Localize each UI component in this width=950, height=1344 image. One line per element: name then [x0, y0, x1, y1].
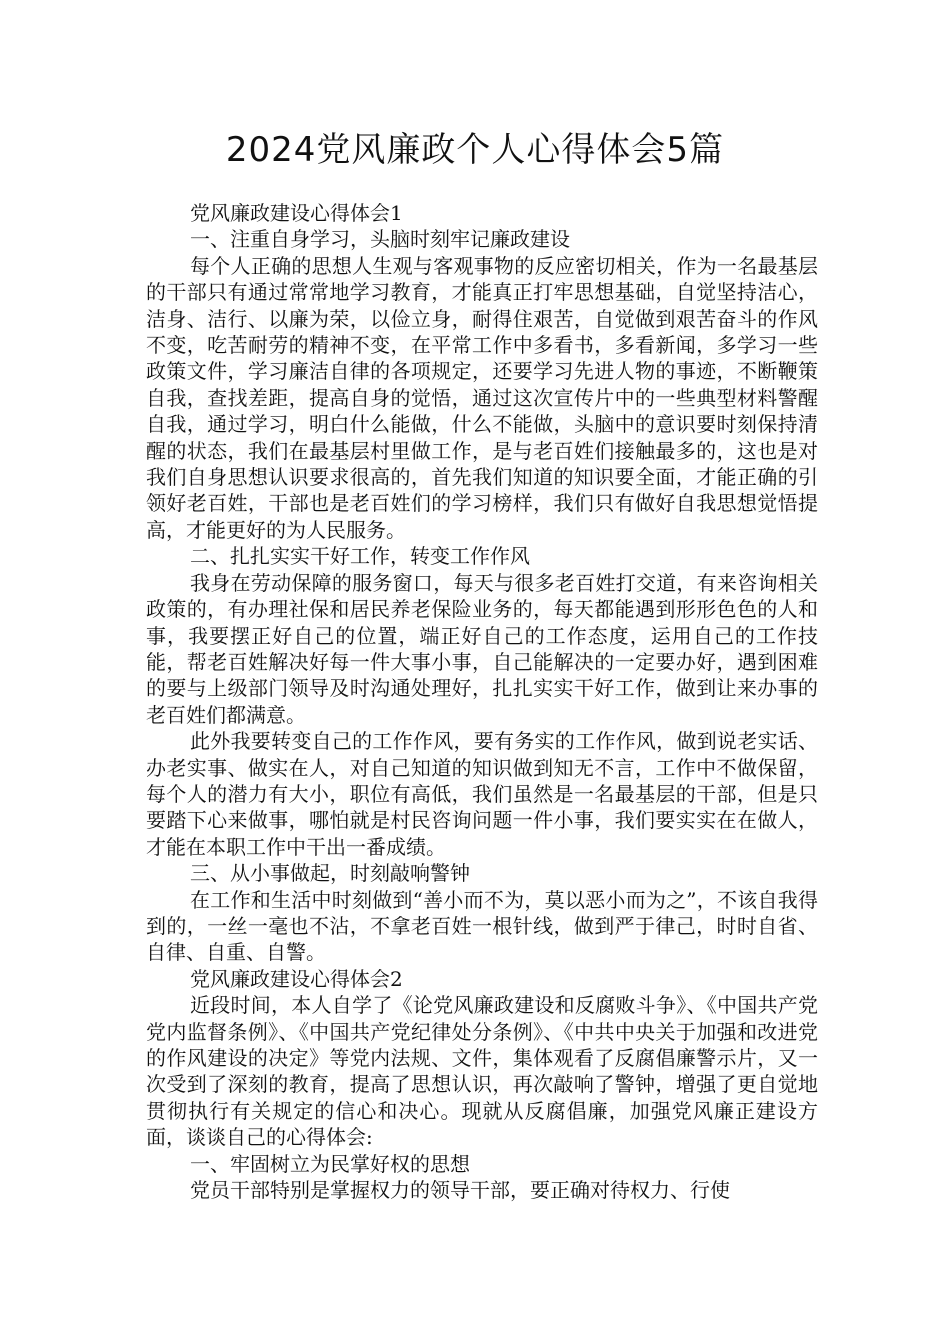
body-paragraph: 党员干部特别是掌握权力的领导干部，要正确对待权力、行使 [190, 1178, 730, 1203]
body-paragraph: 每个人正确的思想人生观与客观事物的反应密切相关，作为一名最基层的干部只有通过常常地学习教育，才能真正打牢思想基础，自觉坚持洁心，洁身、洁行、以廉为荣，以俭立身，耐得住艰苦，自觉做到艰苦奋斗的作风不变，吃苦耐劳的精神不变，在平常工作中多看书，多看新闻，多学习一些政策文件，学习廉洁自律的各项规定，还要学习先进人物的事迹，不断鞭策自我，查找差距，提高自身的觉悟，通过这次宣传片中的一些典型材料警醒自我，通过学习，明白什么能做，什么不能做，头脑中的意识要时刻保持清醒的状态，我们在最基层村里做工作，是与老百姓们接触最多的，这也是对我们自身思想认识要求很高的，首先我们知道的知识要全面，才能正确的引领好老百姓，干部也是老百姓们的学习榜样，我们只有做好自我思想觉悟提高，才能更好的为人民服务。 [146, 253, 818, 542]
document-title: 2024党风廉政个人心得体会5篇 [225, 130, 725, 170]
subsection-heading: 二、扎扎实实干好工作，转变工作作风 [190, 544, 530, 569]
body-paragraph: 近段时间，本人自学了《论党风廉政建设和反腐败斗争》、《中国共产党党内监督条例》、《中国共产党纪律处分条例》、《中共中央关于加强和改进党的作风建设的决定》等党内法规、文件，集体观看了反腐倡廉警示片，又一次受到了深刻的教育，提高了思想认识，再次敲响了警钟，增强了更自觉地贯彻执行有关规定的信心和决心。现就从反腐倡廉，加强党风廉正建设方面，谈谈自己的心得体会: [146, 993, 818, 1150]
subsection-heading: 一、注重自身学习，头脑时刻牢记廉政建设 [190, 227, 570, 252]
body-paragraph: 我身在劳动保障的服务窗口，每天与很多老百姓打交道，有来咨询相关政策的，有办理社保和居民养老保险业务的，每天都能遇到形形色色的人和事，我要摆正好自己的位置，端正好自己的工作态度，运用自己的工作技能，帮老百姓解决好每一件大事小事，自己能解决的一定要办好，遇到困难的要与上级部门领导及时沟通处理好，扎扎实实干好工作，做到让来办事的老百姓们都满意。 [146, 570, 818, 727]
body-paragraph: 在工作和生活中时刻做到“善小而不为，莫以恶小而为之”，不该自我得到的，一丝一毫也不沾，不拿老百姓一根针线，做到严于律己，时时自省、自律、自重、自警。 [146, 887, 818, 965]
body-paragraph: 此外我要转变自己的工作作风，要有务实的工作作风，做到说老实话、办老实事、做实在人，对自己知道的知识做到知无不言，工作中不做保留，每个人的潜力有大小，职位有高低，我们虽然是一名最基层的干部，但是只要踏下心来做事，哪怕就是村民咨询问题一件小事，我们要实实在在做人，才能在本职工作中干出一番成绩。 [146, 729, 818, 859]
subsection-heading: 三、从小事做起，时刻敲响警钟 [190, 861, 470, 886]
section-heading: 党风廉政建设心得体会1 [190, 201, 403, 225]
section-heading: 党风廉政建设心得体会2 [190, 966, 403, 991]
subsection-heading: 一、牢固树立为民掌好权的思想 [190, 1151, 470, 1176]
document-body [146, 200, 818, 1203]
